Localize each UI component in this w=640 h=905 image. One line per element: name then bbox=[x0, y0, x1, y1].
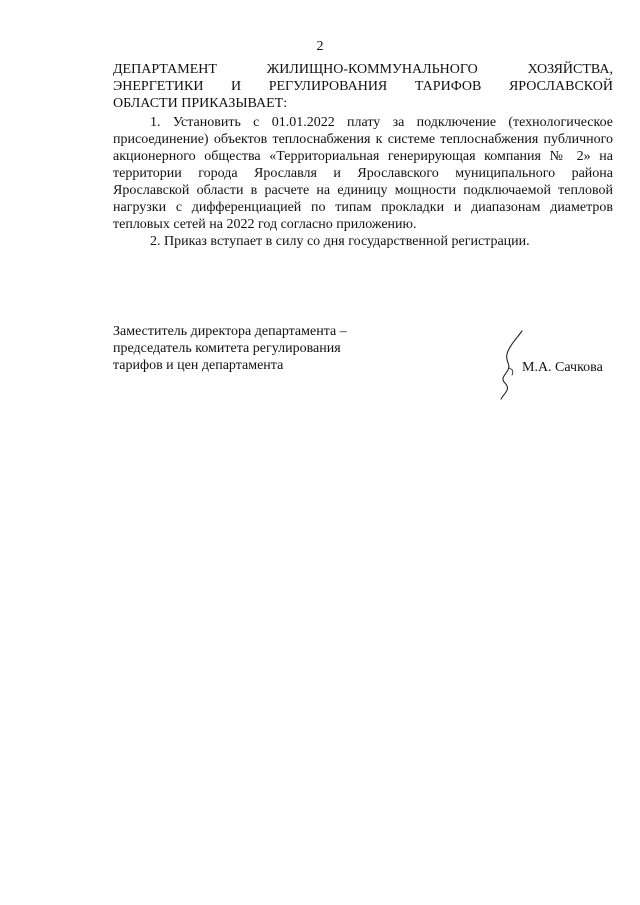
position-line: тарифов и цен департамента bbox=[113, 358, 284, 373]
heading-word: ЯРОСЛАВСКОЙ bbox=[508, 79, 613, 94]
signer-name: М.А. Сачкова bbox=[522, 360, 603, 375]
signatory-position bbox=[113, 323, 347, 374]
position-line: Заместитель директора департамента – bbox=[113, 324, 347, 339]
heading-word: РЕГУЛИРОВАНИЯ bbox=[268, 79, 388, 94]
order-item-1: 1. Установить с 01.01.2022 плату за подключение (технологическое присоединение) объектов теплоснабжения к системе теплоснабжения публичного акционерного общества «Территориальная генерирующая компания № 2» на территории города Ярославля и Ярославского муниципального района Ярославской области в расчете на единицу мощности подключаемой тепловой нагрузки с дифференциацией по типам прокладки и диапазонам диаметров тепловых сетей на 2022 год согласно приложению. bbox=[113, 115, 613, 232]
heading-word: ЭНЕРГЕТИКИ bbox=[113, 79, 204, 94]
heading-word: ТАРИФОВ bbox=[414, 79, 482, 94]
heading-line-2 bbox=[113, 78, 613, 95]
heading-word: ЖИЛИЩНО-КОММУНАЛЬНОГО bbox=[266, 62, 478, 77]
position-line: председатель комитета регулирования bbox=[113, 341, 341, 356]
heading-word: ДЕПАРТАМЕНТ bbox=[113, 62, 217, 77]
heading-line-3: ОБЛАСТИ ПРИКАЗЫВАЕТ: bbox=[113, 96, 288, 111]
page-number: 2 bbox=[316, 39, 324, 54]
order-body bbox=[113, 61, 613, 250]
heading-word: И bbox=[231, 79, 242, 94]
heading-line-1 bbox=[113, 61, 613, 78]
handwritten-signature bbox=[495, 328, 525, 400]
heading-word: ХОЗЯЙСТВА, bbox=[527, 62, 613, 77]
order-item-2: 2. Приказ вступает в силу со дня государственной регистрации. bbox=[150, 234, 530, 249]
